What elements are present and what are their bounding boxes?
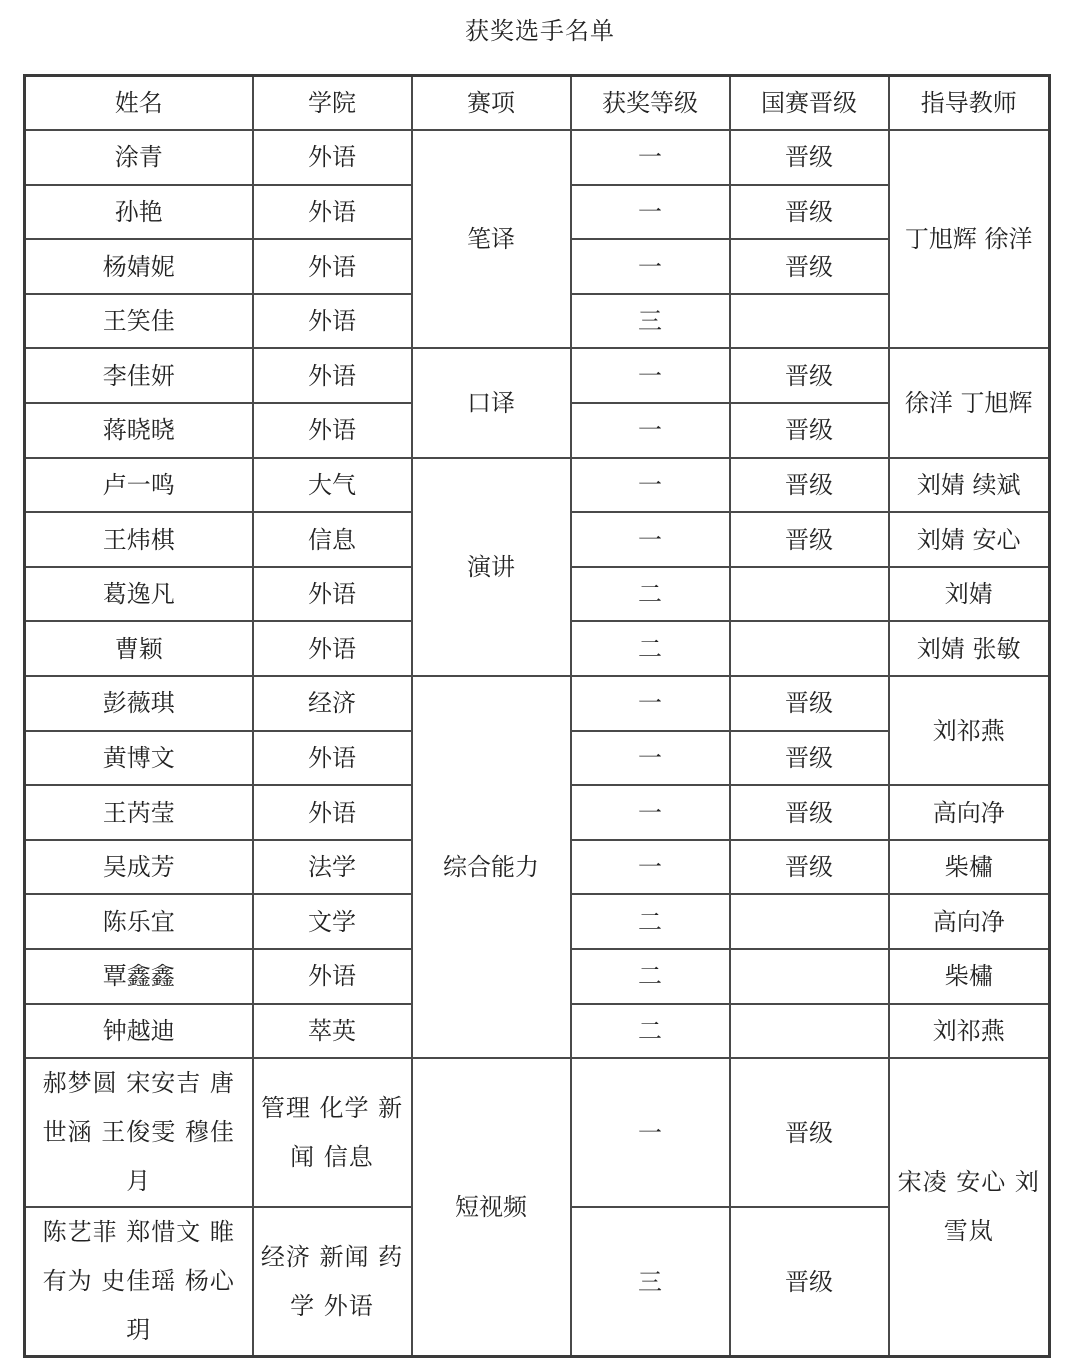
advance-cell — [730, 1004, 889, 1059]
advance-cell: 晋级 — [730, 403, 889, 458]
name-cell: 王芮莹 — [25, 785, 253, 840]
advance-cell — [730, 294, 889, 349]
table-row — [25, 1058, 1050, 1207]
header-event: 赛项 — [412, 76, 571, 131]
name-cell: 孙艳 — [25, 185, 253, 240]
page-title: 获奖选手名单 — [465, 17, 615, 45]
name-cell: 郝梦圆 宋安吉 唐世涵 王俊雯 穆佳月 — [25, 1058, 253, 1207]
advance-cell: 晋级 — [730, 239, 889, 294]
name-cell: 涂青 — [25, 130, 253, 185]
college-cell: 大气 — [253, 458, 412, 513]
advisor-cell: 宋凌 安心 刘雪岚 — [889, 1058, 1050, 1357]
college-cell: 外语 — [253, 621, 412, 676]
advance-cell: 晋级 — [730, 130, 889, 185]
header-award-level: 获奖等级 — [571, 76, 730, 131]
advisor-cell: 刘婧 张敏 — [889, 621, 1050, 676]
college-cell: 外语 — [253, 403, 412, 458]
advisor-cell: 高向净 — [889, 894, 1050, 949]
level-cell: 二 — [571, 1004, 730, 1059]
college-cell: 信息 — [253, 512, 412, 567]
name-cell: 葛逸凡 — [25, 567, 253, 622]
advance-cell: 晋级 — [730, 458, 889, 513]
name-cell: 李佳妍 — [25, 348, 253, 403]
level-cell: 一 — [571, 130, 730, 185]
name-cell: 杨婧妮 — [25, 239, 253, 294]
college-cell: 外语 — [253, 348, 412, 403]
header-college: 学院 — [253, 76, 412, 131]
level-cell: 一 — [571, 403, 730, 458]
name-cell: 蒋晓晓 — [25, 403, 253, 458]
advisor-cell: 刘婧 — [889, 567, 1050, 622]
header-name: 姓名 — [25, 76, 253, 131]
event-cell: 笔译 — [412, 130, 571, 348]
college-cell: 经济 新闻 药学 外语 — [253, 1207, 412, 1357]
event-cell: 综合能力 — [412, 676, 571, 1058]
table-row — [25, 348, 1050, 403]
name-cell: 钟越迪 — [25, 1004, 253, 1059]
college-cell: 法学 — [253, 840, 412, 895]
level-cell: 一 — [571, 185, 730, 240]
level-cell: 三 — [571, 294, 730, 349]
name-cell: 卢一鸣 — [25, 458, 253, 513]
advance-cell: 晋级 — [730, 512, 889, 567]
event-cell: 演讲 — [412, 458, 571, 676]
name-cell: 陈艺菲 郑惜文 睢有为 史佳瑶 杨心玥 — [25, 1207, 253, 1357]
level-cell: 一 — [571, 348, 730, 403]
level-cell: 二 — [571, 567, 730, 622]
college-cell: 外语 — [253, 785, 412, 840]
level-cell: 一 — [571, 676, 730, 731]
advance-cell: 晋级 — [730, 840, 889, 895]
level-cell: 一 — [571, 512, 730, 567]
college-cell: 文学 — [253, 894, 412, 949]
advance-cell: 晋级 — [730, 676, 889, 731]
awards-table — [23, 74, 1051, 1358]
table-row — [25, 458, 1050, 513]
name-cell: 王炜棋 — [25, 512, 253, 567]
level-cell: 一 — [571, 840, 730, 895]
table-row — [25, 676, 1050, 731]
college-cell: 外语 — [253, 949, 412, 1004]
college-cell: 萃英 — [253, 1004, 412, 1059]
advance-cell: 晋级 — [730, 731, 889, 786]
table-row — [25, 130, 1050, 185]
name-cell: 吴成芳 — [25, 840, 253, 895]
event-cell: 口译 — [412, 348, 571, 457]
advance-cell: 晋级 — [730, 785, 889, 840]
event-cell: 短视频 — [412, 1058, 571, 1357]
header-national-advance: 国赛晋级 — [730, 76, 889, 131]
level-cell: 二 — [571, 949, 730, 1004]
advance-cell — [730, 894, 889, 949]
advance-cell — [730, 949, 889, 1004]
name-cell: 曹颖 — [25, 621, 253, 676]
table-header-row — [25, 76, 1050, 131]
advance-cell — [730, 621, 889, 676]
advisor-cell: 徐洋 丁旭辉 — [889, 348, 1050, 457]
advisor-cell: 柴橚 — [889, 840, 1050, 895]
name-cell: 陈乐宜 — [25, 894, 253, 949]
college-cell: 外语 — [253, 185, 412, 240]
name-cell: 覃鑫鑫 — [25, 949, 253, 1004]
college-cell: 外语 — [253, 294, 412, 349]
advance-cell: 晋级 — [730, 185, 889, 240]
name-cell: 彭薇琪 — [25, 676, 253, 731]
level-cell: 一 — [571, 731, 730, 786]
advisor-cell: 刘婧 安心 — [889, 512, 1050, 567]
advisor-cell: 柴橚 — [889, 949, 1050, 1004]
advance-cell: 晋级 — [730, 1207, 889, 1357]
college-cell: 管理 化学 新闻 信息 — [253, 1058, 412, 1207]
advisor-cell: 高向净 — [889, 785, 1050, 840]
college-cell: 外语 — [253, 567, 412, 622]
name-cell: 王笑佳 — [25, 294, 253, 349]
advance-cell — [730, 567, 889, 622]
header-advisor: 指导教师 — [889, 76, 1050, 131]
college-cell: 经济 — [253, 676, 412, 731]
advisor-cell: 丁旭辉 徐洋 — [889, 130, 1050, 348]
level-cell: 一 — [571, 239, 730, 294]
college-cell: 外语 — [253, 239, 412, 294]
advance-cell: 晋级 — [730, 348, 889, 403]
level-cell: 二 — [571, 621, 730, 676]
college-cell: 外语 — [253, 130, 412, 185]
advisor-cell: 刘祁燕 — [889, 1004, 1050, 1059]
level-cell: 一 — [571, 1058, 730, 1207]
advisor-cell: 刘祁燕 — [889, 676, 1050, 785]
name-cell: 黄博文 — [25, 731, 253, 786]
level-cell: 三 — [571, 1207, 730, 1357]
level-cell: 一 — [571, 785, 730, 840]
advance-cell: 晋级 — [730, 1058, 889, 1207]
level-cell: 二 — [571, 894, 730, 949]
advisor-cell: 刘婧 续斌 — [889, 458, 1050, 513]
college-cell: 外语 — [253, 731, 412, 786]
level-cell: 一 — [571, 458, 730, 513]
